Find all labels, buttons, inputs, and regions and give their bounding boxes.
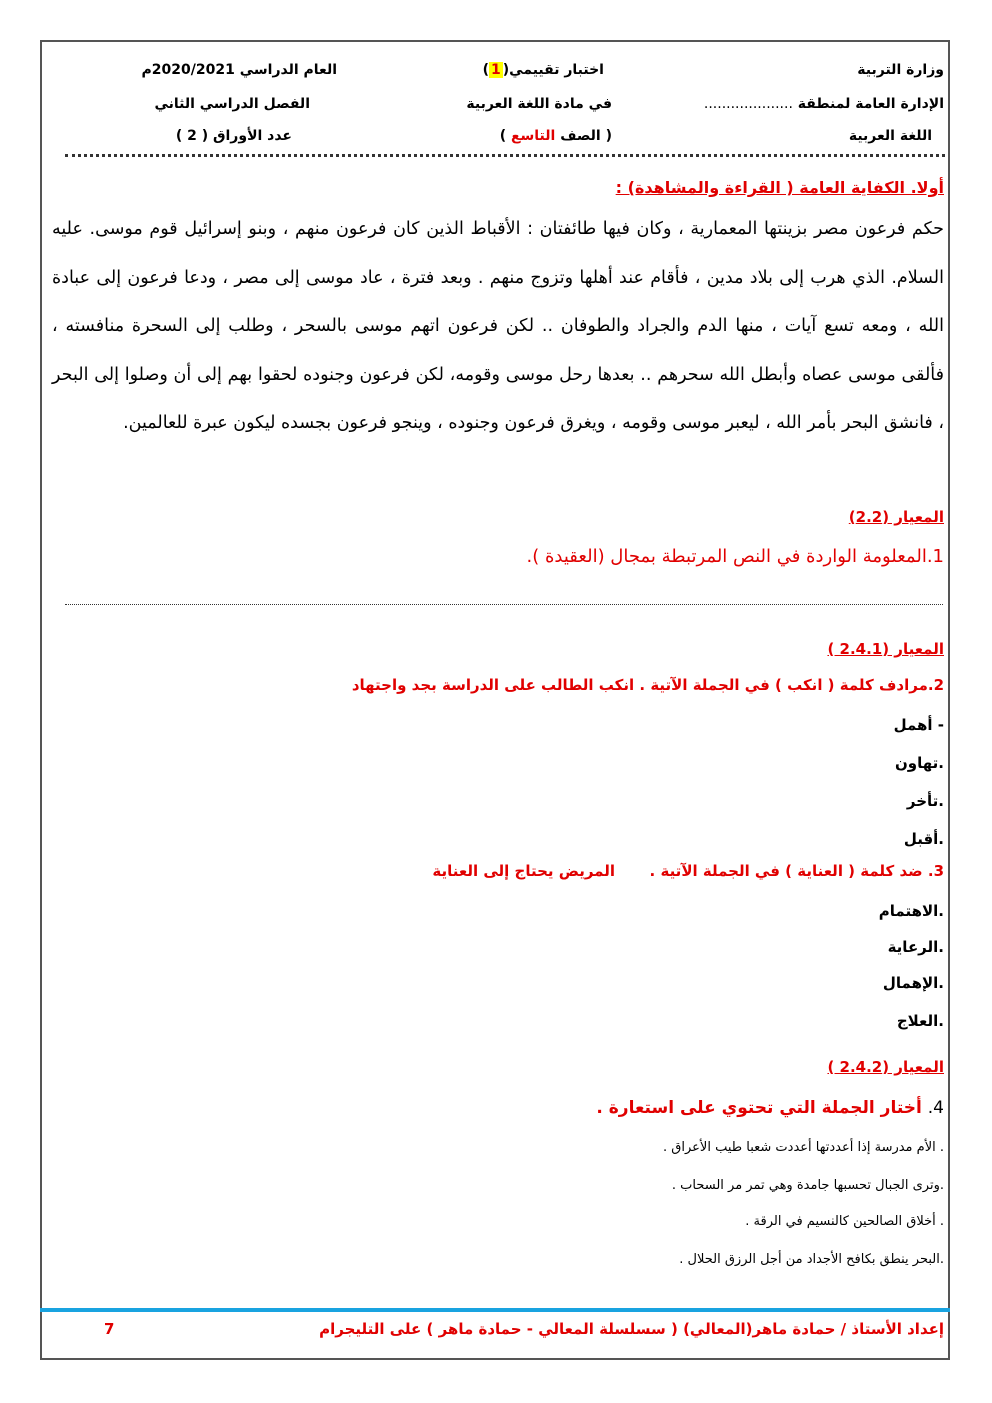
page-number: 7: [104, 1320, 115, 1338]
grade-open: ( الصف: [555, 128, 612, 144]
q4-option-2[interactable]: .وترى الجبال تحسبها جامدة وهي تمر مر السحاب .: [671, 1178, 944, 1193]
reading-passage: حكم فرعون مصر بزينتها المعمارية ، وكان فيها طائفتان : الأقباط الذين كان فرعون منهم ، وبنو إسرائيل قوم موسى. عليه السلام. الذي هرب إلى بلاد مدين ، فأقام عند أهلها وتزوج منهم . وبعد فترة ، عاد موسى إلى مصر ، ودعا فرعون إلى عبادة الله ، ومعه تسع آيات ، منها الدم والجراد والطوفان .. لكن فرعون اتهم موسى بالسحر ، وطلب إلى السحرة منافسته ، فألقى موسى عصاه وأبطل الله سحرهم .. بعدها رحل موسى وقومه، لكن فرعون وجنوده لحقوا بهم إلى أن وصلوا إلى البحر ، فانشق البحر بأمر الله ، ليعبر موسى وقومه ، ويغرق فرعون وجنوده ، وينجو فرعون بجسده ليكون عبرة للعالمين.: [52, 219, 944, 433]
directorate-label: [704, 96, 944, 112]
subject-label: اللغة العربية: [848, 128, 932, 144]
q3-option-3[interactable]: .الإهمال: [882, 974, 944, 992]
answer-line-q1: [65, 604, 943, 605]
criterion-q1: المعيار (2.2): [848, 508, 944, 526]
exam-number: 1: [491, 62, 501, 78]
academic-year: العام الدراسي 2020/2021م: [141, 62, 337, 78]
q3-option-4[interactable]: .العلاج: [896, 1012, 944, 1030]
footer-credit: إعداد الأستاذ / حمادة ماهر(المعالي) ( سسلسلة المعالي - حمادة ماهر ) على التليجرام: [319, 1320, 944, 1338]
q3-option-1[interactable]: .الاهتمام: [878, 902, 944, 920]
subject-line: في مادة اللغة العربية: [466, 96, 612, 112]
grade-label: [500, 128, 612, 144]
question-1: 1.المعلومة الواردة في النص المرتبطة بمجال (العقيدة ).: [526, 546, 944, 567]
grade-close: ): [499, 128, 511, 144]
pages-count: عدد الأوراق ( 2 ): [175, 128, 292, 144]
exam-title: [483, 62, 604, 78]
q2-option-3[interactable]: .تأخر: [906, 792, 944, 810]
q4-option-4[interactable]: .البحر ينطق بكافح الأجداد من أجل الرزق الحلال .: [679, 1252, 944, 1267]
header-divider: [65, 154, 945, 157]
semester-label: الفصل الدراسي الثاني: [154, 96, 310, 112]
footer-rule: [40, 1308, 950, 1312]
q2-option-2[interactable]: .تهاون: [895, 754, 944, 772]
q4-option-1[interactable]: . الأم مدرسة إذا أعددتها أعددت شعبا طيب الأعراق .: [663, 1140, 944, 1155]
question-4: [596, 1098, 944, 1118]
directorate-text: الإدارة العامة لمنطقة: [797, 96, 944, 112]
q3-option-2[interactable]: .الرعاية: [887, 938, 944, 956]
section-title: أولا. الكفاية العامة ( القراءة والمشاهدة) :: [615, 178, 944, 197]
grade-name: التاسع: [510, 128, 556, 144]
question-3-sentence: المريض يحتاج إلى العناية: [432, 862, 615, 880]
q2-option-1[interactable]: - أهمل: [893, 716, 944, 734]
question-3: 3. ضد كلمة ( العناية ) في الجملة الآتية .: [649, 862, 944, 880]
question-4-number: 4.: [927, 1098, 944, 1118]
q2-option-4[interactable]: .أقبل: [903, 830, 944, 848]
directorate-dots: ....................: [703, 96, 793, 112]
q4-option-3[interactable]: . أخلاق الصالحين كالنسيم في الرقة .: [745, 1214, 944, 1229]
exam-title-prefix: اختبار تقييمي(: [502, 62, 604, 78]
criterion-q2: المعيار (2.4.1 ): [827, 640, 944, 658]
criterion-q4: المعيار (2.4.2 ): [827, 1058, 944, 1076]
ministry-label: وزارة التربية: [857, 62, 944, 78]
question-2: 2.مرادف كلمة ( انكب ) في الجملة الآتية . انكب الطالب على الدراسة بجد واجتهاد: [351, 676, 944, 694]
exam-title-suffix: ): [482, 62, 490, 78]
question-4-text: أختار الجملة التي تحتوي على استعارة .: [596, 1098, 922, 1118]
